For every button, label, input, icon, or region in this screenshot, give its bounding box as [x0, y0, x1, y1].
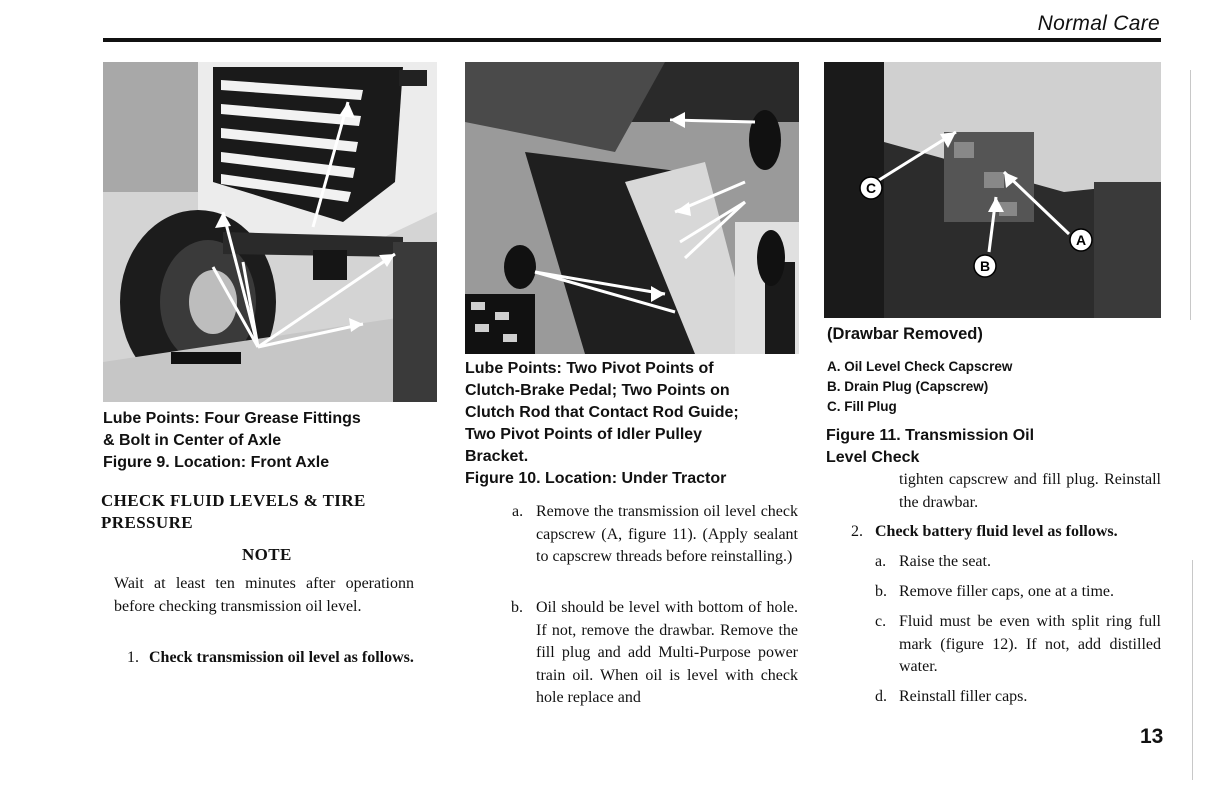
battery-step-b-text: Remove filler caps, one at a time.	[899, 583, 1115, 600]
page-number: 13	[1140, 725, 1164, 748]
figure-10-caption	[465, 358, 739, 490]
step-1-number: 1.	[127, 649, 139, 666]
section-heading	[101, 490, 366, 534]
battery-step-c-text: Fluid must be even with split ring full mark (figure 12). If not, add distilled water.	[899, 613, 1161, 675]
step-2-number: 2.	[851, 523, 863, 540]
caption-line: Lube Points: Two Pivot Points of	[465, 360, 714, 377]
caption-line: Lube Points: Four Grease Fittings	[103, 410, 361, 427]
step-a-text: Remove the transmission oil level check capscrew (A, figure 11). (Apply sealant to capscrew threads before reinstalling.)	[536, 503, 798, 565]
battery-step-b-letter: b.	[875, 583, 887, 600]
step-b-continuation: tighten capscrew and fill plug. Reinstall the drawbar.	[899, 471, 1161, 511]
step-b-letter: b.	[511, 599, 523, 616]
figure-11-photo	[824, 62, 1161, 318]
caption-line: Figure 11. Transmission Oil	[826, 427, 1035, 444]
note-text: Wait at least ten minutes after operationn before checking transmission oil level.	[114, 575, 414, 615]
caption-line: Figure 10. Location: Under Tractor	[465, 470, 727, 487]
header-rule	[103, 38, 1161, 42]
figure-11-legend	[827, 357, 1012, 417]
figure-11-caption	[826, 425, 1034, 469]
step-1-text: Check transmission oil level as follows.	[149, 649, 414, 666]
battery-step-d-letter: d.	[875, 688, 887, 705]
heading-line: PRESSURE	[101, 513, 194, 532]
section-title: Normal Care	[1037, 12, 1160, 35]
figure-10-photo	[465, 62, 799, 354]
scan-edge-line	[1192, 560, 1193, 780]
label-a-text: A	[1075, 232, 1087, 248]
legend-item-a: A. Oil Level Check Capscrew	[827, 359, 1013, 374]
legend-item-c: C. Fill Plug	[827, 399, 897, 414]
caption-line: Clutch-Brake Pedal; Two Points on	[465, 382, 730, 399]
battery-step-d-text: Reinstall filler caps.	[899, 688, 1028, 705]
caption-line: Figure 9. Location: Front Axle	[103, 454, 330, 471]
step-2-text: Check battery fluid level as follows.	[875, 523, 1118, 540]
step-b-text: Oil should be level with bottom of hole. If not, remove the drawbar. Remove the fill plug and add Multi-Purpose power train oil. When oil is level with check hole replace and	[536, 599, 798, 706]
note-title: NOTE	[242, 545, 292, 564]
battery-step-c-letter: c.	[875, 613, 887, 630]
legend-item-b: B. Drain Plug (Capscrew)	[827, 379, 989, 394]
battery-step-a-letter: a.	[875, 553, 887, 570]
caption-line: Two Pivot Points of Idler Pulley	[465, 426, 703, 443]
heading-line: CHECK FLUID LEVELS & TIRE	[101, 491, 366, 510]
figure-9-photo	[103, 62, 437, 402]
scan-edge-line	[1190, 70, 1191, 320]
caption-line: Clutch Rod that Contact Rod Guide;	[465, 404, 739, 421]
label-c-text: C	[865, 180, 877, 196]
figure-11-subtitle: (Drawbar Removed)	[827, 325, 983, 343]
battery-step-a-text: Raise the seat.	[899, 553, 991, 570]
figure-9-caption	[103, 408, 361, 474]
step-a-letter: a.	[512, 503, 524, 520]
caption-line: Level Check	[826, 449, 920, 466]
caption-line: & Bolt in Center of Axle	[103, 432, 282, 449]
label-b-text: B	[979, 258, 991, 274]
caption-line: Bracket.	[465, 448, 529, 465]
